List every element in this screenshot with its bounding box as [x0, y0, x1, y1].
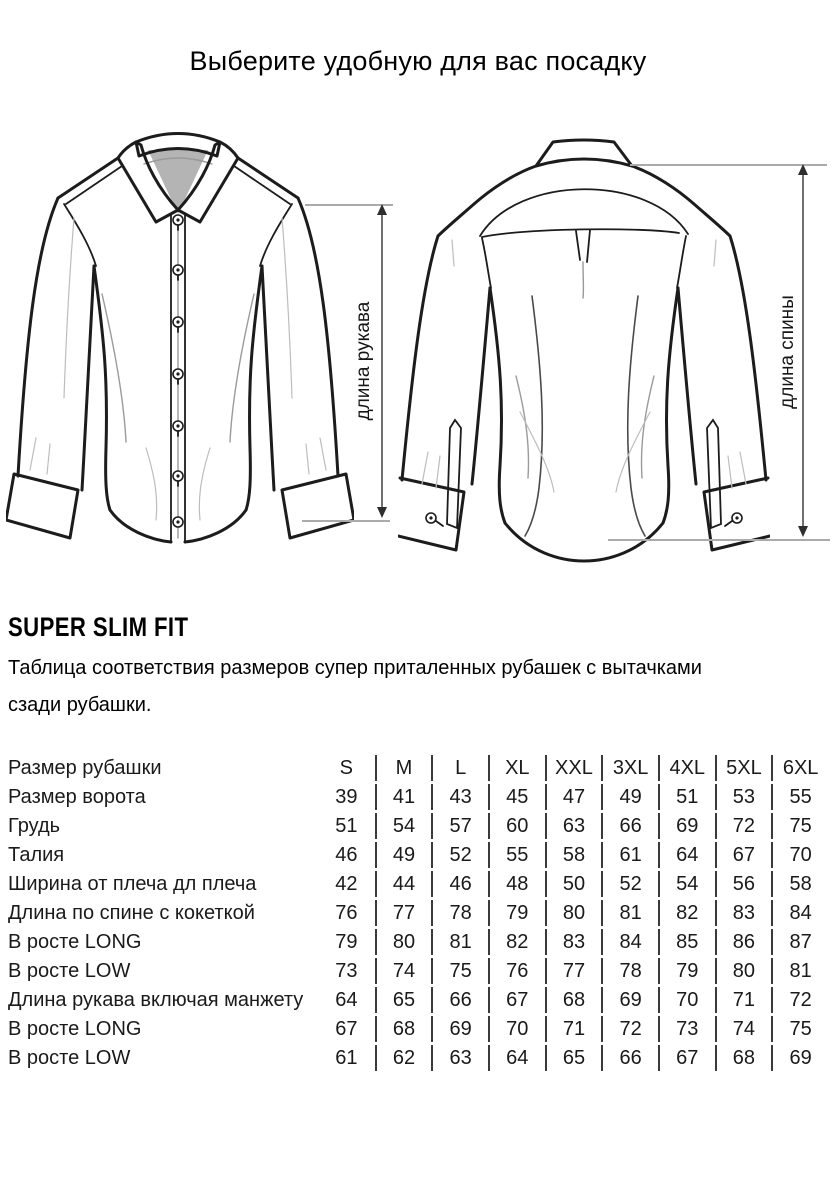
row-label: В росте LOW	[8, 959, 131, 982]
size-value: 52	[431, 842, 488, 868]
size-value: 71	[715, 987, 772, 1013]
row-label: Длина рукава включая манжету	[8, 988, 304, 1011]
size-column-header: S	[339, 756, 353, 779]
size-value: 61	[601, 842, 658, 868]
size-value: 78	[601, 958, 658, 984]
size-value: 85	[658, 929, 715, 955]
size-value: 78	[431, 900, 488, 926]
fit-description-line: сзади рубашки.	[8, 694, 152, 716]
size-value: 65	[545, 1045, 602, 1071]
sleeve-length-label: длина рукава	[353, 301, 374, 421]
size-value: 79	[488, 900, 545, 926]
table-row	[8, 929, 828, 955]
size-value: 86	[715, 929, 772, 955]
size-value: 69	[771, 1045, 828, 1071]
back-length-dimension	[608, 164, 830, 540]
size-value: 64	[335, 988, 358, 1011]
size-value: 46	[431, 871, 488, 897]
size-value: 63	[431, 1045, 488, 1071]
size-value: 67	[658, 1045, 715, 1071]
size-value: 58	[771, 871, 828, 897]
size-value: 53	[715, 784, 772, 810]
row-label: В росте LONG	[8, 930, 142, 953]
row-label: Размер ворота	[8, 785, 146, 808]
size-value: 76	[488, 958, 545, 984]
size-value: 69	[658, 813, 715, 839]
size-value: 67	[488, 987, 545, 1013]
size-value: 58	[545, 842, 602, 868]
size-value: 66	[431, 987, 488, 1013]
size-value: 57	[431, 813, 488, 839]
size-value: 44	[375, 871, 432, 897]
size-value: 70	[658, 987, 715, 1013]
fit-description	[8, 650, 828, 724]
size-column-header: 3XL	[601, 755, 658, 781]
size-table	[8, 752, 828, 1074]
size-value: 68	[375, 1016, 432, 1042]
size-value: 55	[771, 784, 828, 810]
size-value: 52	[601, 871, 658, 897]
size-value: 72	[771, 987, 828, 1013]
size-value: 80	[545, 900, 602, 926]
size-value: 46	[335, 843, 358, 866]
row-label: Ширина от плеча дл плеча	[8, 872, 257, 895]
size-table-body	[8, 755, 828, 1071]
size-value: 51	[335, 814, 358, 837]
size-value: 74	[715, 1016, 772, 1042]
size-value: 68	[715, 1045, 772, 1071]
back-length-label: длина спины	[777, 295, 798, 409]
size-value: 77	[375, 900, 432, 926]
table-row	[8, 813, 828, 839]
table-row	[8, 842, 828, 868]
size-value: 68	[545, 987, 602, 1013]
size-value: 62	[375, 1045, 432, 1071]
size-value: 81	[771, 958, 828, 984]
row-label: Размер рубашки	[8, 756, 162, 779]
size-column-header: M	[375, 755, 432, 781]
size-value: 66	[601, 1045, 658, 1071]
size-value: 77	[545, 958, 602, 984]
fit-description-line: Таблица соответствия размеров супер приталенных рубашек с вытачками	[8, 657, 702, 679]
size-value: 60	[488, 813, 545, 839]
size-value: 69	[601, 987, 658, 1013]
size-value: 82	[658, 900, 715, 926]
size-value: 49	[601, 784, 658, 810]
table-row	[8, 900, 828, 926]
size-value: 54	[658, 871, 715, 897]
size-column-header: 5XL	[715, 755, 772, 781]
size-column-header: XL	[488, 755, 545, 781]
size-value: 66	[601, 813, 658, 839]
size-value: 79	[658, 958, 715, 984]
table-row	[8, 871, 828, 897]
size-value: 75	[431, 958, 488, 984]
size-value: 70	[488, 1016, 545, 1042]
size-column-header: XXL	[545, 755, 602, 781]
size-value: 49	[375, 842, 432, 868]
table-row	[8, 987, 828, 1013]
size-value: 45	[488, 784, 545, 810]
size-value: 81	[601, 900, 658, 926]
size-column-header: 4XL	[658, 755, 715, 781]
size-value: 64	[658, 842, 715, 868]
sleeve-length-dimension	[302, 204, 393, 521]
size-value: 47	[545, 784, 602, 810]
size-value: 84	[771, 900, 828, 926]
table-row	[8, 1045, 828, 1071]
size-value: 65	[375, 987, 432, 1013]
size-value: 83	[715, 900, 772, 926]
size-value: 50	[545, 871, 602, 897]
row-label: В росте LOW	[8, 1046, 131, 1069]
size-value: 84	[601, 929, 658, 955]
size-value: 73	[335, 959, 358, 982]
size-value: 74	[375, 958, 432, 984]
size-value: 39	[335, 785, 358, 808]
size-value: 75	[771, 813, 828, 839]
arrow-down-icon	[798, 526, 808, 537]
size-value: 55	[488, 842, 545, 868]
table-row	[8, 784, 828, 810]
size-value: 71	[545, 1016, 602, 1042]
size-value: 81	[431, 929, 488, 955]
size-value: 80	[375, 929, 432, 955]
size-value: 51	[658, 784, 715, 810]
size-column-header: 6XL	[771, 755, 828, 781]
table-row	[8, 755, 828, 781]
size-value: 79	[335, 930, 358, 953]
size-value: 67	[715, 842, 772, 868]
page-title: Выберите удобную для вас посадку	[189, 46, 647, 76]
size-value: 72	[715, 813, 772, 839]
size-value: 75	[771, 1016, 828, 1042]
size-value: 73	[658, 1016, 715, 1042]
size-value: 64	[488, 1045, 545, 1071]
size-value: 69	[431, 1016, 488, 1042]
size-value: 70	[771, 842, 828, 868]
size-value: 43	[431, 784, 488, 810]
row-label: Талия	[8, 843, 65, 866]
size-value: 41	[375, 784, 432, 810]
size-value: 48	[488, 871, 545, 897]
size-value: 80	[715, 958, 772, 984]
table-row	[8, 958, 828, 984]
size-value: 42	[335, 872, 358, 895]
row-label: В росте LONG	[8, 1017, 142, 1040]
size-value: 67	[335, 1017, 358, 1040]
size-value: 76	[335, 901, 358, 924]
size-value: 83	[545, 929, 602, 955]
table-row	[8, 1016, 828, 1042]
size-value: 54	[375, 813, 432, 839]
fit-heading: SUPER SLIM FIT	[8, 612, 189, 642]
size-value: 82	[488, 929, 545, 955]
arrow-down-icon	[377, 507, 387, 518]
size-column-header: L	[431, 755, 488, 781]
size-value: 63	[545, 813, 602, 839]
size-value: 56	[715, 871, 772, 897]
row-label: Грудь	[8, 814, 61, 837]
size-value: 72	[601, 1016, 658, 1042]
size-value: 87	[771, 929, 828, 955]
row-label: Длина по спине с кокеткой	[8, 901, 255, 924]
size-value: 61	[335, 1046, 358, 1069]
